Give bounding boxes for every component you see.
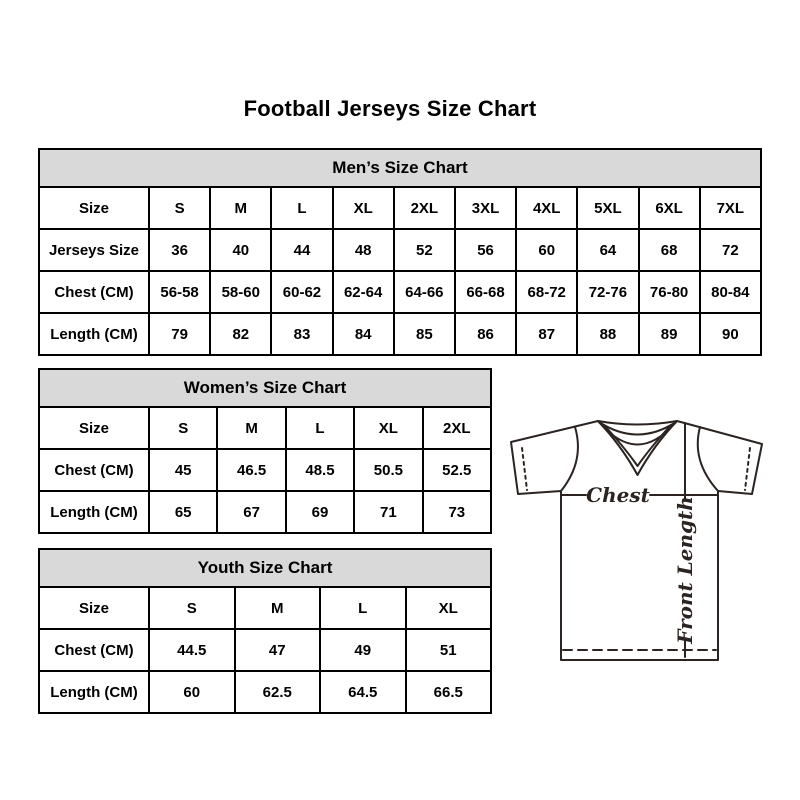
value-cell: 58-60 bbox=[210, 271, 271, 313]
value-cell: XL bbox=[354, 407, 422, 449]
value-cell: 86 bbox=[455, 313, 516, 355]
value-cell: L bbox=[286, 407, 354, 449]
chest-label: Chest bbox=[586, 483, 650, 507]
value-cell: M bbox=[235, 587, 321, 629]
row-label-cell: Length (CM) bbox=[39, 671, 149, 713]
value-cell: 66-68 bbox=[455, 271, 516, 313]
value-cell: 90 bbox=[700, 313, 761, 355]
value-cell: 89 bbox=[639, 313, 700, 355]
value-cell: M bbox=[217, 407, 285, 449]
value-cell: L bbox=[320, 587, 406, 629]
row-label-cell: Length (CM) bbox=[39, 313, 149, 355]
page-title: Football Jerseys Size Chart bbox=[243, 96, 537, 121]
value-cell: 82 bbox=[210, 313, 271, 355]
value-cell: 3XL bbox=[455, 187, 516, 229]
value-cell: 60 bbox=[149, 671, 235, 713]
value-cell: S bbox=[149, 407, 217, 449]
size-table-row bbox=[39, 313, 761, 355]
left-cuff-dashed-line bbox=[522, 448, 527, 490]
youth-size-table bbox=[38, 548, 492, 714]
mens-table-title: Men’s Size Chart bbox=[39, 149, 761, 187]
value-cell: 62.5 bbox=[235, 671, 321, 713]
value-cell: 72 bbox=[700, 229, 761, 271]
value-cell: 51 bbox=[406, 629, 492, 671]
value-cell: 2XL bbox=[423, 407, 491, 449]
value-cell: 87 bbox=[516, 313, 577, 355]
value-cell: 85 bbox=[394, 313, 455, 355]
value-cell: 67 bbox=[217, 491, 285, 533]
row-label-cell: Jerseys Size bbox=[39, 229, 149, 271]
value-cell: 72-76 bbox=[577, 271, 638, 313]
womens-table-title: Women’s Size Chart bbox=[39, 369, 491, 407]
size-table-row bbox=[39, 491, 491, 533]
youth-table-title: Youth Size Chart bbox=[39, 549, 491, 587]
row-label-cell: Size bbox=[39, 187, 149, 229]
row-label-cell: Chest (CM) bbox=[39, 629, 149, 671]
value-cell: 47 bbox=[235, 629, 321, 671]
size-table-row bbox=[39, 407, 491, 449]
row-label-cell: Chest (CM) bbox=[39, 271, 149, 313]
value-cell: 56-58 bbox=[149, 271, 210, 313]
value-cell: 84 bbox=[333, 313, 394, 355]
value-cell: 68-72 bbox=[516, 271, 577, 313]
value-cell: 71 bbox=[354, 491, 422, 533]
collar-top-edge bbox=[598, 421, 677, 425]
womens-size-table bbox=[38, 368, 492, 534]
value-cell: 80-84 bbox=[700, 271, 761, 313]
size-table-row bbox=[39, 271, 761, 313]
jersey-measurement-diagram-icon bbox=[495, 403, 785, 675]
left-armhole-seam bbox=[561, 427, 578, 491]
size-table-row bbox=[39, 629, 491, 671]
value-cell: 56 bbox=[455, 229, 516, 271]
size-table-row bbox=[39, 229, 761, 271]
value-cell: 83 bbox=[271, 313, 332, 355]
value-cell: 73 bbox=[423, 491, 491, 533]
table-title-row bbox=[39, 149, 761, 187]
value-cell: 48.5 bbox=[286, 449, 354, 491]
value-cell: 2XL bbox=[394, 187, 455, 229]
value-cell: 66.5 bbox=[406, 671, 492, 713]
value-cell: 52 bbox=[394, 229, 455, 271]
value-cell: M bbox=[210, 187, 271, 229]
value-cell: 68 bbox=[639, 229, 700, 271]
value-cell: 76-80 bbox=[639, 271, 700, 313]
size-table-row bbox=[39, 671, 491, 713]
value-cell: XL bbox=[333, 187, 394, 229]
value-cell: S bbox=[149, 187, 210, 229]
row-label-cell: Length (CM) bbox=[39, 491, 149, 533]
mens-size-table bbox=[38, 148, 762, 356]
value-cell: 4XL bbox=[516, 187, 577, 229]
value-cell: XL bbox=[406, 587, 492, 629]
value-cell: 46.5 bbox=[217, 449, 285, 491]
value-cell: 64-66 bbox=[394, 271, 455, 313]
value-cell: 44 bbox=[271, 229, 332, 271]
value-cell: 88 bbox=[577, 313, 638, 355]
value-cell: 50.5 bbox=[354, 449, 422, 491]
right-cuff-dashed-line bbox=[745, 448, 750, 490]
value-cell: 5XL bbox=[577, 187, 638, 229]
value-cell: 64 bbox=[577, 229, 638, 271]
row-label-cell: Size bbox=[39, 407, 149, 449]
value-cell: 60 bbox=[516, 229, 577, 271]
value-cell: 36 bbox=[149, 229, 210, 271]
value-cell: 64.5 bbox=[320, 671, 406, 713]
value-cell: 44.5 bbox=[149, 629, 235, 671]
table-title-row bbox=[39, 549, 491, 587]
value-cell: 45 bbox=[149, 449, 217, 491]
table-title-row bbox=[39, 369, 491, 407]
value-cell: 40 bbox=[210, 229, 271, 271]
size-table-row bbox=[39, 449, 491, 491]
value-cell: L bbox=[271, 187, 332, 229]
size-table-row bbox=[39, 187, 761, 229]
right-armhole-seam bbox=[698, 427, 718, 491]
front-length-label: Front Length bbox=[673, 496, 697, 644]
size-table-row bbox=[39, 587, 491, 629]
value-cell: 60-62 bbox=[271, 271, 332, 313]
value-cell: 52.5 bbox=[423, 449, 491, 491]
jersey-outline bbox=[511, 421, 762, 660]
row-label-cell: Chest (CM) bbox=[39, 449, 149, 491]
value-cell: 65 bbox=[149, 491, 217, 533]
value-cell: 7XL bbox=[700, 187, 761, 229]
value-cell: 69 bbox=[286, 491, 354, 533]
value-cell: 62-64 bbox=[333, 271, 394, 313]
value-cell: S bbox=[149, 587, 235, 629]
value-cell: 79 bbox=[149, 313, 210, 355]
row-label-cell: Size bbox=[39, 587, 149, 629]
value-cell: 6XL bbox=[639, 187, 700, 229]
value-cell: 49 bbox=[320, 629, 406, 671]
value-cell: 48 bbox=[333, 229, 394, 271]
